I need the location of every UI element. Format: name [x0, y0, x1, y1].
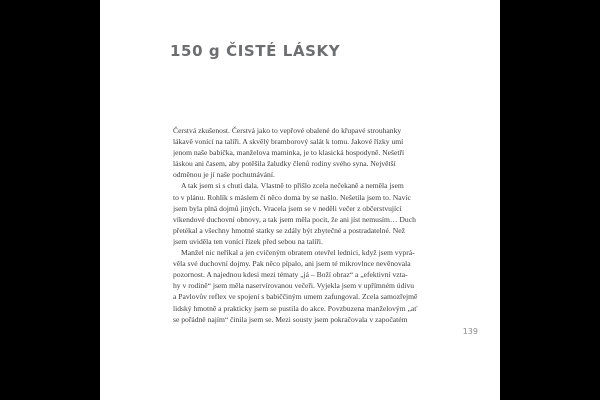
text-line: hy v rodině“ jsem měla naservírovanou večeři. Vyjekla jsem v upřímném údivu: [173, 281, 415, 291]
text-line: láskou ani časem, aby potěšila žaludky členů rodiny svého syna. Největší: [173, 159, 396, 169]
paragraph: [173, 247, 473, 325]
text-line: lidský hmotně a prakticky jsem se pustila do akce. Povzbuzena manželovým „ať: [173, 303, 418, 313]
text-line: pozornost. A najednou kdesi mezi tématy „já – Boží obraz“ a „efektivní vzta-: [173, 270, 408, 280]
text-line: Manžel nic neříkal a jen cvičeným obratem otevřel lednici, když jsem vyprá-: [181, 248, 415, 258]
paragraph: [173, 180, 473, 247]
body-text: [173, 125, 473, 325]
text-line: se pořádně najím“ činila jsem se. Mezi sousty jsem pokračovala v započatém: [173, 314, 408, 324]
text-line: věla své duchovní dojmy. Pak něco pípalo, ani jsem té mikrovlnce nevěnovala: [173, 259, 411, 269]
page-number: 139: [462, 327, 478, 336]
book-page: [100, 0, 500, 400]
text-line: přetékal a všechny hmotné statky se zdály být zbytečné a postradatelné. Než: [173, 225, 405, 235]
text-line: odměnou je jí naše pochutnávání.: [173, 170, 275, 180]
chapter-title: 150 g ČISTÉ LÁSKY: [170, 42, 341, 60]
text-line: Čerstvá zkušenost. Čerstvá jako to vepřové obalené do křupavé strouhanky: [173, 126, 402, 135]
text-line: A tak jsem si s chutí dala. Vlastně to přišlo zcela nečekaně a neměla jsem: [181, 181, 404, 191]
text-line: lákavě vonící na talíři. A skvělý bramborový salát k tomu. Jakové řízky umí: [173, 137, 404, 147]
text-line: a Pavlovův reflex ve spojení s babiččiným umem zafungoval. Zcela samozřejmě: [173, 292, 418, 302]
text-line: jsem uviděla ten vonící řízek před sebou na talíři.: [173, 236, 323, 246]
paragraph: [173, 125, 473, 180]
text-line: jenom naše babička, manželova maminka, je to klasická hospodyně. Nešetří: [173, 148, 405, 158]
text-line: jsem byla plná dojmů jiných. Vracela jsem se v neděli večer z občerstvující: [173, 203, 402, 213]
text-line: víkendové duchovní obnovy, a tak jsem měla pocit, že ani jíst nemusím… Duch: [173, 214, 416, 224]
text-line: to v plánu. Rohlík s máslem či něco doma by se našlo. Nešetila jsem to. Navíc: [173, 192, 411, 202]
